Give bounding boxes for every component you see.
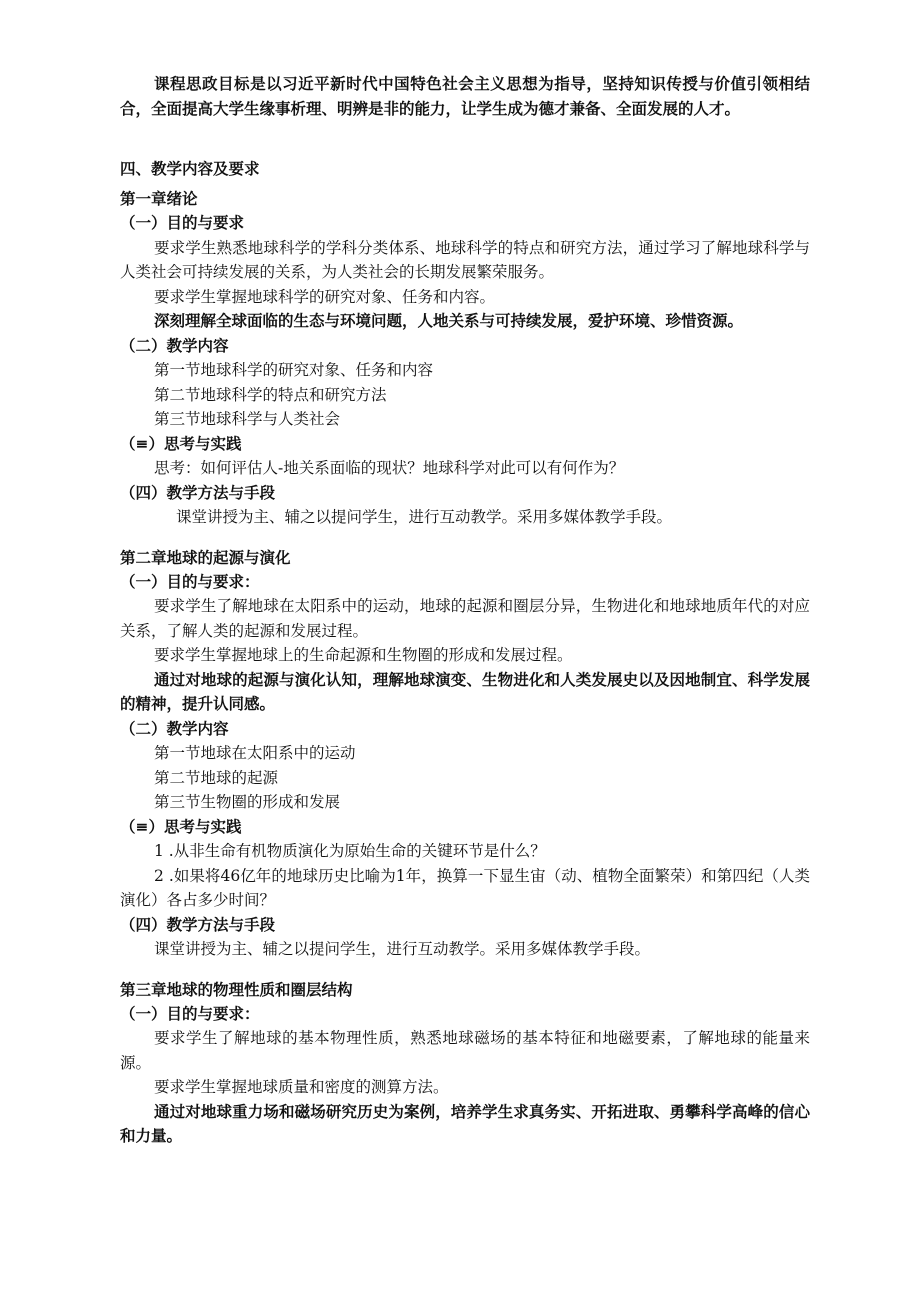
chapter-3-purpose-paragraph-2: 要求学生掌握地球质量和密度的测算方法。	[154, 1078, 449, 1096]
chapter-3-purpose-paragraph-1: 要求学生了解地球的基本物理性质，熟悉地球磁场的基本特征和地磁要素，了解地球的能量来源。	[120, 1029, 810, 1072]
chapter-1-content-heading: （二）教学内容	[120, 335, 229, 355]
chapter-2-content-item: 第一节地球在太阳系中的运动	[154, 744, 356, 762]
chapter-2-purpose-paragraph-1: 要求学生了解地球在太阳系中的运动，地球的起源和圈层分异，生物进化和地球地质年代的对应关系，了解人类的起源和发展过程。	[120, 597, 810, 640]
chapter-3-purpose-heading: （一）目的与要求：	[120, 1003, 260, 1023]
chapter-2	[120, 546, 810, 962]
course-ideology-goal-paragraph: 课程思政目标是以习近平新时代中国特色社会主义思想为指导，坚持知识传授与价值引领相结合，全面提高大学生缘事析理、明辨是非的能力，让学生成为德才兼备、全面发展的人才。	[120, 74, 810, 118]
chapter-2-content-item: 第二节地球的起源	[154, 768, 279, 787]
chapter-1-purpose-paragraph-1: 要求学生熟悉地球科学的学科分类体系、地球科学的特点和研究方法，通过学习了解地球科学与人类社会可持续发展的关系，为人类社会的长期发展繁荣服务。	[120, 238, 810, 281]
chapter-2-content-heading: （二）教学内容	[120, 718, 229, 738]
chapter-2-practice-question-2: 2 .如果将46亿年的地球历史比喻为1年，换算一下显生宙（动、植物全面繁荣）和第四纪（人类演化）各占多少时间？	[120, 866, 810, 909]
chapter-1-title: 第一章绪论	[120, 189, 198, 208]
chapter-2-title: 第二章地球的起源与演化	[120, 547, 291, 567]
chapter-1-content-item: 第二节地球科学的特点和研究方法	[154, 385, 387, 404]
chapter-1-method-heading: （四）教学方法与手段	[120, 482, 276, 502]
chapter-2-method-text: 课堂讲授为主、辅之以提问学生，进行互动教学。采用多媒体教学手段。	[154, 940, 651, 958]
chapter-2-purpose-paragraph-3: 通过对地球的起源与演化认知，理解地球演变、生物进化和人类发展史以及因地制宜、科学发展的精神，提升认同感。	[120, 669, 810, 713]
document-page	[120, 72, 810, 1149]
chapter-1	[120, 187, 810, 530]
chapter-3-purpose-paragraph-3: 通过对地球重力场和磁场研究历史为案例，培养学生求真务实、开拓进取、勇攀科学高峰的信心和力量。	[120, 1101, 810, 1145]
chapter-2-purpose-heading: （一）目的与要求：	[120, 571, 260, 591]
section-four-title: 四、教学内容及要求	[120, 159, 260, 178]
chapter-1-purpose-paragraph-2: 要求学生掌握地球科学的研究对象、任务和内容。	[154, 287, 496, 306]
chapter-2-content-item: 第三节生物圈的形成和发展	[154, 793, 341, 811]
chapter-1-purpose-paragraph-3: 深刻理解全球面临的生态与环境问题，人地关系与可持续发展，爱护环境、珍惜资源。	[154, 311, 744, 330]
chapter-3-title: 第三章地球的物理性质和圈层结构	[120, 979, 353, 999]
chapter-2-purpose-paragraph-2: 要求学生掌握地球上的生命起源和生物圈的形成和发展过程。	[154, 646, 573, 664]
chapter-1-practice-text: 思考：如何评估人-地关系面临的现状？地球科学对此可以有何作为？	[154, 459, 625, 477]
chapter-1-practice-heading: （≡）思考与实践	[120, 433, 242, 453]
chapter-3	[120, 978, 810, 1149]
chapter-2-method-heading: （四）教学方法与手段	[120, 914, 276, 934]
chapter-1-content-item: 第三节地球科学与人类社会	[154, 410, 341, 428]
chapter-1-content-item: 第一节地球科学的研究对象、任务和内容	[154, 361, 434, 379]
chapter-2-practice-question-1: 1 .从非生命有机物质演化为原始生命的关键环节是什么？	[154, 842, 546, 860]
chapter-1-method-text: 课堂讲授为主、辅之以提问学生，进行互动教学。采用多媒体教学手段。	[176, 508, 673, 526]
chapter-1-purpose-heading: （一）目的与要求	[120, 213, 245, 232]
chapter-2-practice-heading: （≡）思考与实践	[120, 816, 242, 836]
